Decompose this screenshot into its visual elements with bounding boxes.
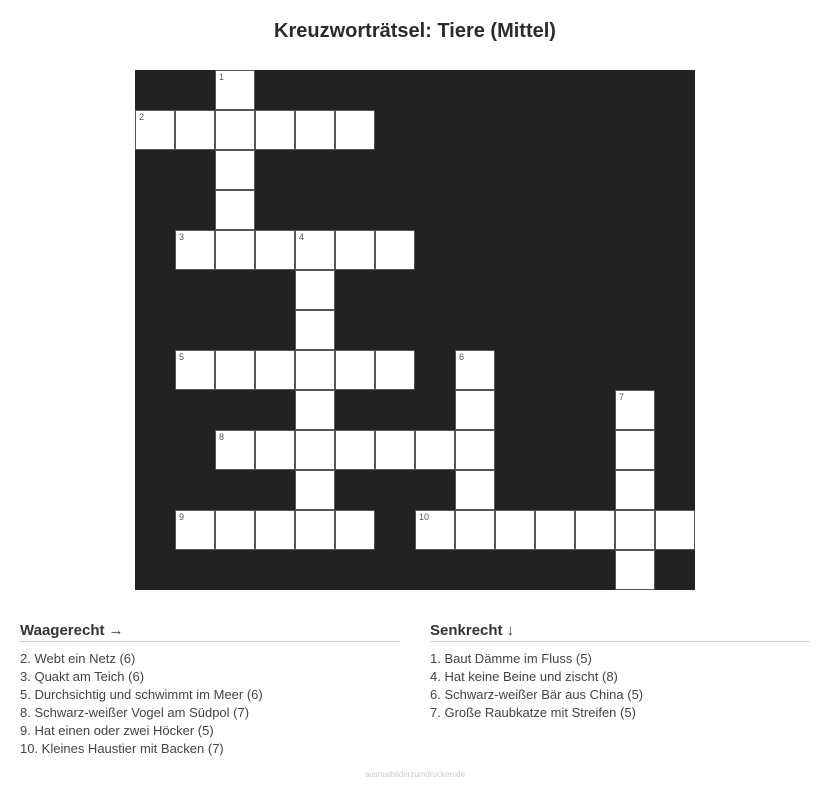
clue-number: 7 bbox=[619, 392, 625, 402]
clue-number: 6 bbox=[459, 352, 465, 362]
clue-across-2: 2. Webt ein Netz (6) bbox=[20, 651, 136, 666]
crossword-cell[interactable] bbox=[255, 430, 295, 470]
across-heading-label: Waagerecht bbox=[20, 622, 105, 639]
down-heading bbox=[430, 622, 810, 642]
crossword-cell[interactable] bbox=[375, 430, 415, 470]
crossword-cell[interactable] bbox=[215, 150, 255, 190]
right-arrow-icon: → bbox=[108, 622, 124, 639]
crossword-cell[interactable] bbox=[415, 510, 455, 550]
across-clue-list bbox=[20, 650, 400, 758]
across-clues-section bbox=[20, 622, 400, 758]
clue-number: 2 bbox=[139, 112, 145, 122]
crossword-cell[interactable] bbox=[335, 110, 375, 150]
crossword-cell[interactable] bbox=[575, 510, 615, 550]
crossword-cell[interactable] bbox=[335, 350, 375, 390]
clue-down-4: 4. Hat keine Beine und zischt (8) bbox=[430, 669, 618, 684]
crossword-cell[interactable] bbox=[455, 510, 495, 550]
crossword-cell[interactable] bbox=[295, 430, 335, 470]
down-clue-list bbox=[430, 650, 810, 722]
crossword-cell[interactable] bbox=[255, 230, 295, 270]
crossword-cell[interactable] bbox=[415, 430, 455, 470]
clue-across-8: 8. Schwarz-weißer Vogel am Südpol (7) bbox=[20, 705, 250, 720]
crossword-cell[interactable] bbox=[295, 470, 335, 510]
crossword-cell[interactable] bbox=[215, 70, 255, 110]
crossword-cell[interactable] bbox=[655, 510, 695, 550]
down-heading-label: Senkrecht bbox=[430, 622, 503, 639]
crossword-cell[interactable] bbox=[295, 390, 335, 430]
crossword-cell[interactable] bbox=[175, 230, 215, 270]
down-clues-section bbox=[430, 622, 810, 722]
crossword-cell[interactable] bbox=[295, 350, 335, 390]
crossword-cell[interactable] bbox=[215, 190, 255, 230]
crossword-cell[interactable] bbox=[375, 230, 415, 270]
crossword-cell[interactable] bbox=[255, 510, 295, 550]
clue-number: 5 bbox=[179, 352, 185, 362]
clue-number: 1 bbox=[219, 72, 225, 82]
crossword-cell[interactable] bbox=[215, 430, 255, 470]
down-arrow-icon: ↓ bbox=[506, 622, 515, 639]
page-title: Kreuzworträtsel: Tiere (Mittel) bbox=[274, 20, 556, 42]
crossword-cell[interactable] bbox=[455, 470, 495, 510]
crossword-cell[interactable] bbox=[375, 350, 415, 390]
crossword-cell[interactable] bbox=[615, 430, 655, 470]
crossword-cell[interactable] bbox=[295, 510, 335, 550]
clue-number: 10 bbox=[419, 512, 430, 522]
crossword-cell[interactable] bbox=[175, 350, 215, 390]
clue-down-7: 7. Große Raubkatze mit Streifen (5) bbox=[430, 705, 636, 720]
crossword-cell[interactable] bbox=[495, 510, 535, 550]
crossword-cell[interactable] bbox=[615, 510, 655, 550]
clue-across-10: 10. Kleines Haustier mit Backen (7) bbox=[20, 741, 224, 756]
crossword-cell[interactable] bbox=[295, 110, 335, 150]
crossword-cell[interactable] bbox=[215, 110, 255, 150]
crossword-cell[interactable] bbox=[295, 270, 335, 310]
across-heading bbox=[20, 622, 400, 642]
crossword-grid bbox=[135, 70, 695, 590]
crossword-cell[interactable] bbox=[175, 110, 215, 150]
crossword-cell[interactable] bbox=[335, 230, 375, 270]
crossword-cell[interactable] bbox=[215, 350, 255, 390]
crossword-cell[interactable] bbox=[215, 230, 255, 270]
crossword-cell[interactable] bbox=[535, 510, 575, 550]
crossword-cell[interactable] bbox=[455, 430, 495, 470]
crossword-cell[interactable] bbox=[615, 390, 655, 430]
crossword-cell[interactable] bbox=[175, 510, 215, 550]
crossword-cell[interactable] bbox=[615, 470, 655, 510]
clue-number: 3 bbox=[179, 232, 185, 242]
crossword-cell[interactable] bbox=[135, 110, 175, 150]
watermark: ausmalbilderzumdrucken.de bbox=[364, 770, 466, 779]
crossword-cell[interactable] bbox=[295, 310, 335, 350]
clue-across-5: 5. Durchsichtig und schwimmt im Meer (6) bbox=[20, 687, 263, 702]
clue-across-3: 3. Quakt am Teich (6) bbox=[20, 669, 145, 684]
crossword-cell[interactable] bbox=[335, 430, 375, 470]
crossword-cell[interactable] bbox=[255, 350, 295, 390]
clue-number: 8 bbox=[219, 432, 225, 442]
clue-number: 9 bbox=[179, 512, 185, 522]
crossword-cell[interactable] bbox=[215, 510, 255, 550]
clue-across-9: 9. Hat einen oder zwei Höcker (5) bbox=[20, 723, 214, 738]
crossword-cell[interactable] bbox=[455, 350, 495, 390]
clue-number: 4 bbox=[299, 232, 305, 242]
crossword-cell[interactable] bbox=[255, 110, 295, 150]
clue-down-6: 6. Schwarz-weißer Bär aus China (5) bbox=[430, 687, 644, 702]
clue-down-1: 1. Baut Dämme im Fluss (5) bbox=[430, 651, 592, 666]
crossword-cell[interactable] bbox=[295, 230, 335, 270]
crossword-cell[interactable] bbox=[615, 550, 655, 590]
crossword-cell[interactable] bbox=[455, 390, 495, 430]
crossword-cell[interactable] bbox=[335, 510, 375, 550]
